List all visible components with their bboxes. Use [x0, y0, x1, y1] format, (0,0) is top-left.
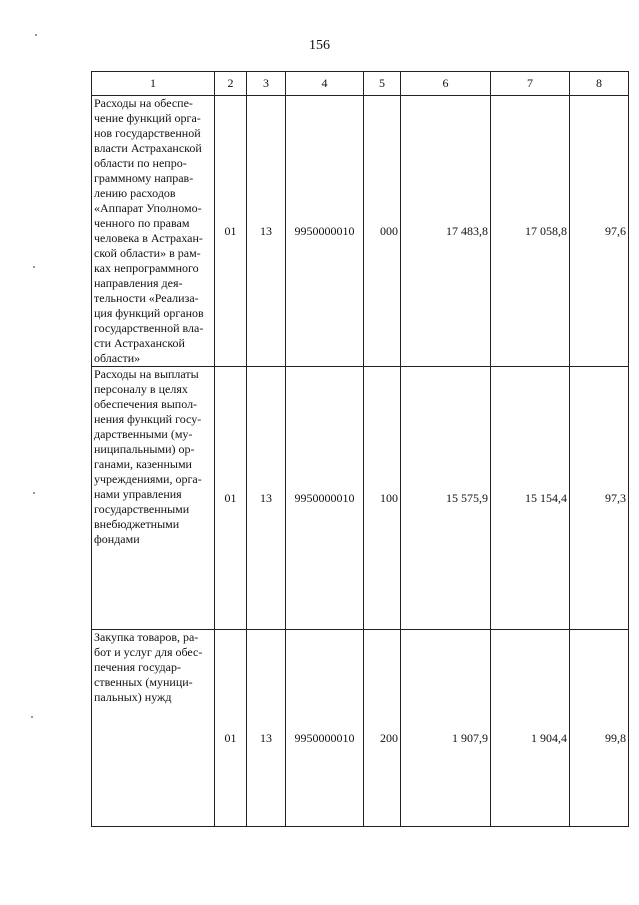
- page-number: 156: [309, 38, 330, 53]
- section-code: 01: [215, 630, 247, 827]
- column-header-2: 2: [215, 72, 247, 96]
- scan-artifact: [31, 716, 33, 718]
- expense-type-code: 200: [364, 630, 401, 827]
- column-header-5: 5: [364, 72, 401, 96]
- section-code: 01: [215, 367, 247, 630]
- expense-type-code: 100: [364, 367, 401, 630]
- execution-percent: 99,8: [570, 630, 629, 827]
- scan-artifact: [33, 266, 35, 268]
- subsection-code: 13: [247, 96, 286, 367]
- subsection-code: 13: [247, 367, 286, 630]
- row-description: [92, 367, 215, 630]
- row-description-text: Расходы на обеспе- чение функций орга- нов государственной власти Астраханской области по непро- граммному направ- лению расходов «Аппарат Уполномо- ченного по правам человека в Астрахан- ской области» в рам- ках непрограммного направления дея- тельности «Реализа- ция функций органов государственной вла- сти Астраханской области»: [94, 96, 204, 365]
- table-row: [92, 96, 629, 367]
- execution-percent: 97,3: [570, 367, 629, 630]
- row-description: [92, 96, 215, 367]
- target-article-code: 9950000010: [286, 630, 364, 827]
- section-code: 01: [215, 96, 247, 367]
- planned-amount: 1 907,9: [401, 630, 491, 827]
- table-row: [92, 630, 629, 827]
- row-description-text: Расходы на выплаты персоналу в целях обеспечения выпол- нения функций госу- дарственными (му- ниципальными) ор- ганами, казенными учреждениями, орга- нами управления государственными внебюджетными фондами: [94, 367, 202, 546]
- actual-amount: 17 058,8: [491, 96, 570, 367]
- row-description-text: Закупка товаров, ра- бот и услуг для обес- печения государ- ственных (муници- пальных) нужд: [94, 630, 203, 704]
- budget-table: [91, 71, 629, 827]
- column-header-8: 8: [570, 72, 629, 96]
- column-header-4: 4: [286, 72, 364, 96]
- scan-artifact: [35, 34, 37, 36]
- execution-percent: 97,6: [570, 96, 629, 367]
- table-row: [92, 367, 629, 630]
- actual-amount: 15 154,4: [491, 367, 570, 630]
- column-header-1: 1: [92, 72, 215, 96]
- column-header-3: 3: [247, 72, 286, 96]
- planned-amount: 15 575,9: [401, 367, 491, 630]
- subsection-code: 13: [247, 630, 286, 827]
- actual-amount: 1 904,4: [491, 630, 570, 827]
- target-article-code: 9950000010: [286, 367, 364, 630]
- column-header-7: 7: [491, 72, 570, 96]
- row-description: [92, 630, 215, 827]
- column-header-6: 6: [401, 72, 491, 96]
- table-header-row: [92, 72, 629, 96]
- scan-artifact: [33, 492, 35, 494]
- expense-type-code: 000: [364, 96, 401, 367]
- planned-amount: 17 483,8: [401, 96, 491, 367]
- target-article-code: 9950000010: [286, 96, 364, 367]
